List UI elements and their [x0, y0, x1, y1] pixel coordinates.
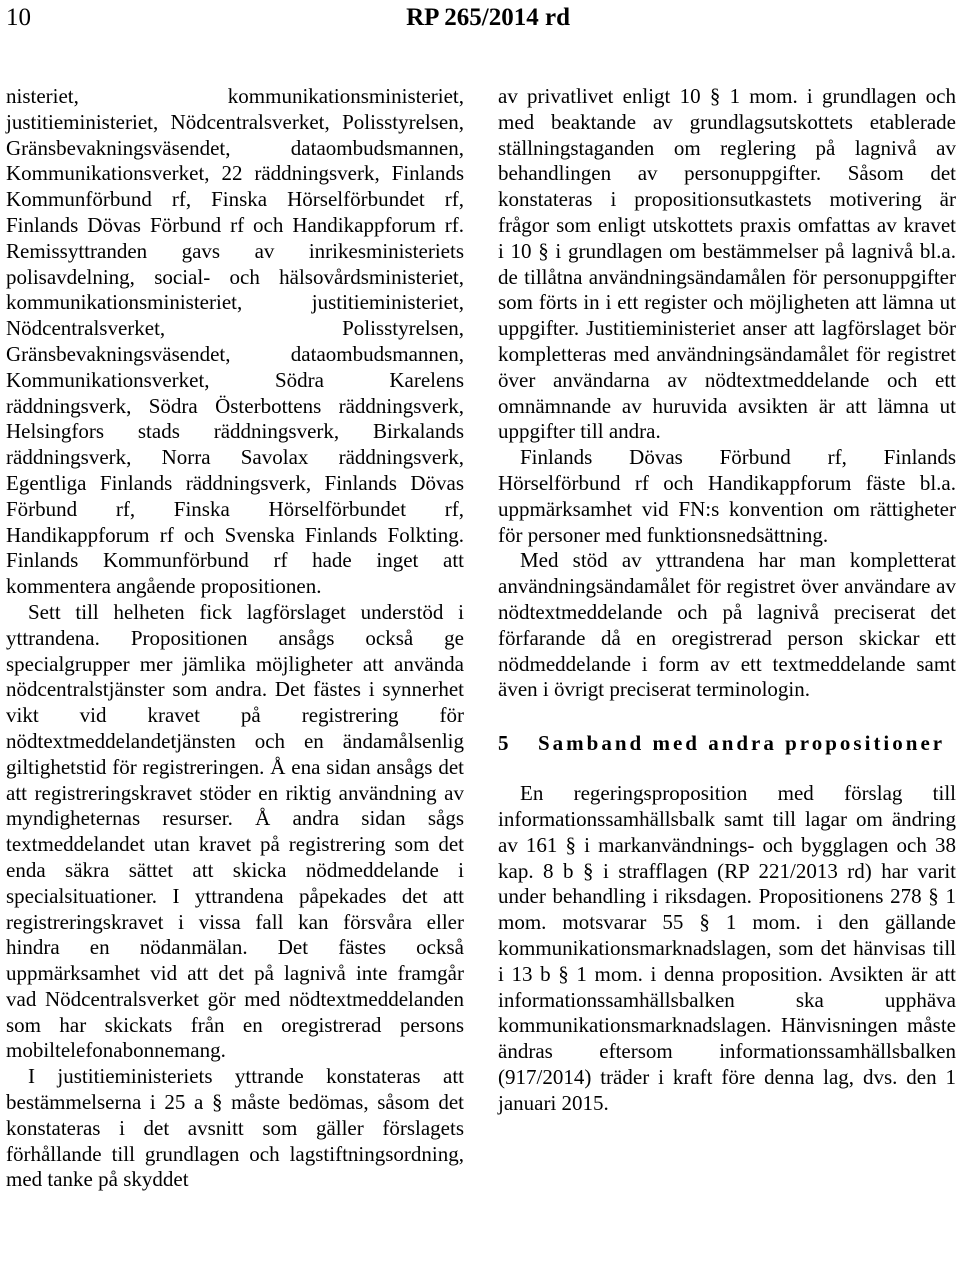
left-column: [6, 84, 464, 1193]
page-number: 10: [6, 4, 31, 31]
right-column: [498, 84, 956, 1116]
paragraph-un-convention: Finlands Dövas Förbund rf, Finlands Hörselförbund rf och Handikappforum fäste bl.a. uppmärksamhet vid FN:s konvention om rättigheter för personer med funktionsnedsättning.: [498, 445, 956, 547]
paragraph-remiss-list: nisteriet, kommunikationsministeriet, justitieministeriet, Nödcentralsverket, Polisstyrelsen, Gränsbevakningsväsendet, dataombudsmannen, Kommunikationsverket, 22 räddningsverk, Finlands Kommunförbund rf, Finska Hörselförbundet rf, Finlands Dövas Förbund rf och Handikappforum rf. Remissyttranden gavs av inrikesministeriets polisavdelning, social- och hälsovårdsministeriet, kommunikationsministeriet, justitieministeriet, Nödcentralsverket, Polisstyrelsen, Gränsbevakningsväsendet, dataombudsmannen, Kommunikationsverket, Södra Karelens räddningsverk, Södra Österbottens räddningsverk, Helsingfors stads räddningsverk, Birkalands räddningsverk, Norra Savolax räddningsverk, Egentliga Finlands räddningsverk, Finlands Dövas Förbund rf, Finska Hörselförbundet rf, Handikappforum rf och Svenska Finlands Folkting. Finlands Kommunförbund rf hade inget att kommentera angående propositionen.: [6, 84, 464, 599]
section-heading: [498, 729, 956, 757]
document-reference: RP 265/2014 rd: [406, 4, 570, 31]
section-title: Samband med andra propositioner: [538, 731, 946, 756]
paragraph-amendments: Med stöd av yttrandena har man kompletterat användningsändamålet för registret över användare av nödtextmeddelande och på lagnivå preciserat det förfarande då en oregistrerad person skickar ett nödmeddelande i form av ett textmeddelande samt även i övrigt preciserat terminologin.: [498, 548, 956, 702]
paragraph-justice-ministry: I justitieministeriets yttrande konstateras att bestämmelserna i 25 a § måste bedömas, såsom det konstateras i det avsnitt som gäller förslagets förhållande till grundlagen och lagstiftningsordning, med tanke på skyddet: [6, 1064, 464, 1192]
paragraph-support-summary: Sett till helheten fick lagförslaget understöd i yttrandena. Propositionen ansågs också ge specialgrupper mer jämlika möjligheter att använda nödcentralstjänster som andra. Det fästes i synnerhet vikt vid kravet på registrering för nödtextmeddelandetjänsten och en ändamålsenlig giltighetstid för registreringen. Å ena sidan ansågs det att registreringskravet stöder en riktig användning av myndigheternas resurser. Å andra sidan sågs textmeddelandet utan kravet på registrering som det enda säkra sättet att skicka nödmeddelande i specialsituationer. I yttrandena påpekades det att registreringskravet i vissa fall kan försvåra eller hindra en nödanmälan. Det fästes också uppmärksamhet vid att det på lagnivå inte framgår vad Nödcentralsverket gör med nödtextmeddelanden som har skickats från en oregistrerad persons mobiltelefonabonnemang.: [6, 599, 464, 1063]
section-number: 5: [498, 731, 509, 756]
paragraph-privacy-continuation: av privatlivet enligt 10 § 1 mom. i grundlagen och med beaktande av grundlagsutskottets etablerade ställningstaganden om reglering på lagnivå av behandlingen av personuppgifter. Såsom det konstateras i propositionsutkastets motivering är frågor som enligt utskottets praxis omfattas av kravet i 10 § i grundlagen om bestämmelser på lagnivå bl.a. de tillåtna användningsändamålen för personuppgifter som förts in i ett register och möjligheten att lämna ut uppgifter. Justitieministeriet anser att lagförslaget bör kompletteras med användningsändamålet för registret över användarna av nödtextmeddelande och ett omnämnande av huruvida avsikten är att lämna ut uppgifter till andra.: [498, 84, 956, 444]
page-header: [0, 0, 960, 34]
paragraph-related-propositions: En regeringsproposition med förslag till informationssamhällsbalk samt till lagar om ändring av 161 § i markanvändnings- och bygglagen och 38 kap. 8 b § i strafflagen (RP 221/2013 rd) har varit under behandling i riksdagen. Propositionens 278 § 1 mom. motsvarar 55 § 1 mom. i den gällande kommunikationsmarknadslagen, som det hänvisas till i 13 b § 1 mom. i denna proposition. Avsikten är att informationssamhällsbalken ska upphäva kommunikationsmarknadslagen. Hänvisningen måste ändras eftersom informationssamhällsbalken (917/2014) träder i kraft före denna lag, dvs. den 1 januari 2015.: [498, 781, 956, 1115]
